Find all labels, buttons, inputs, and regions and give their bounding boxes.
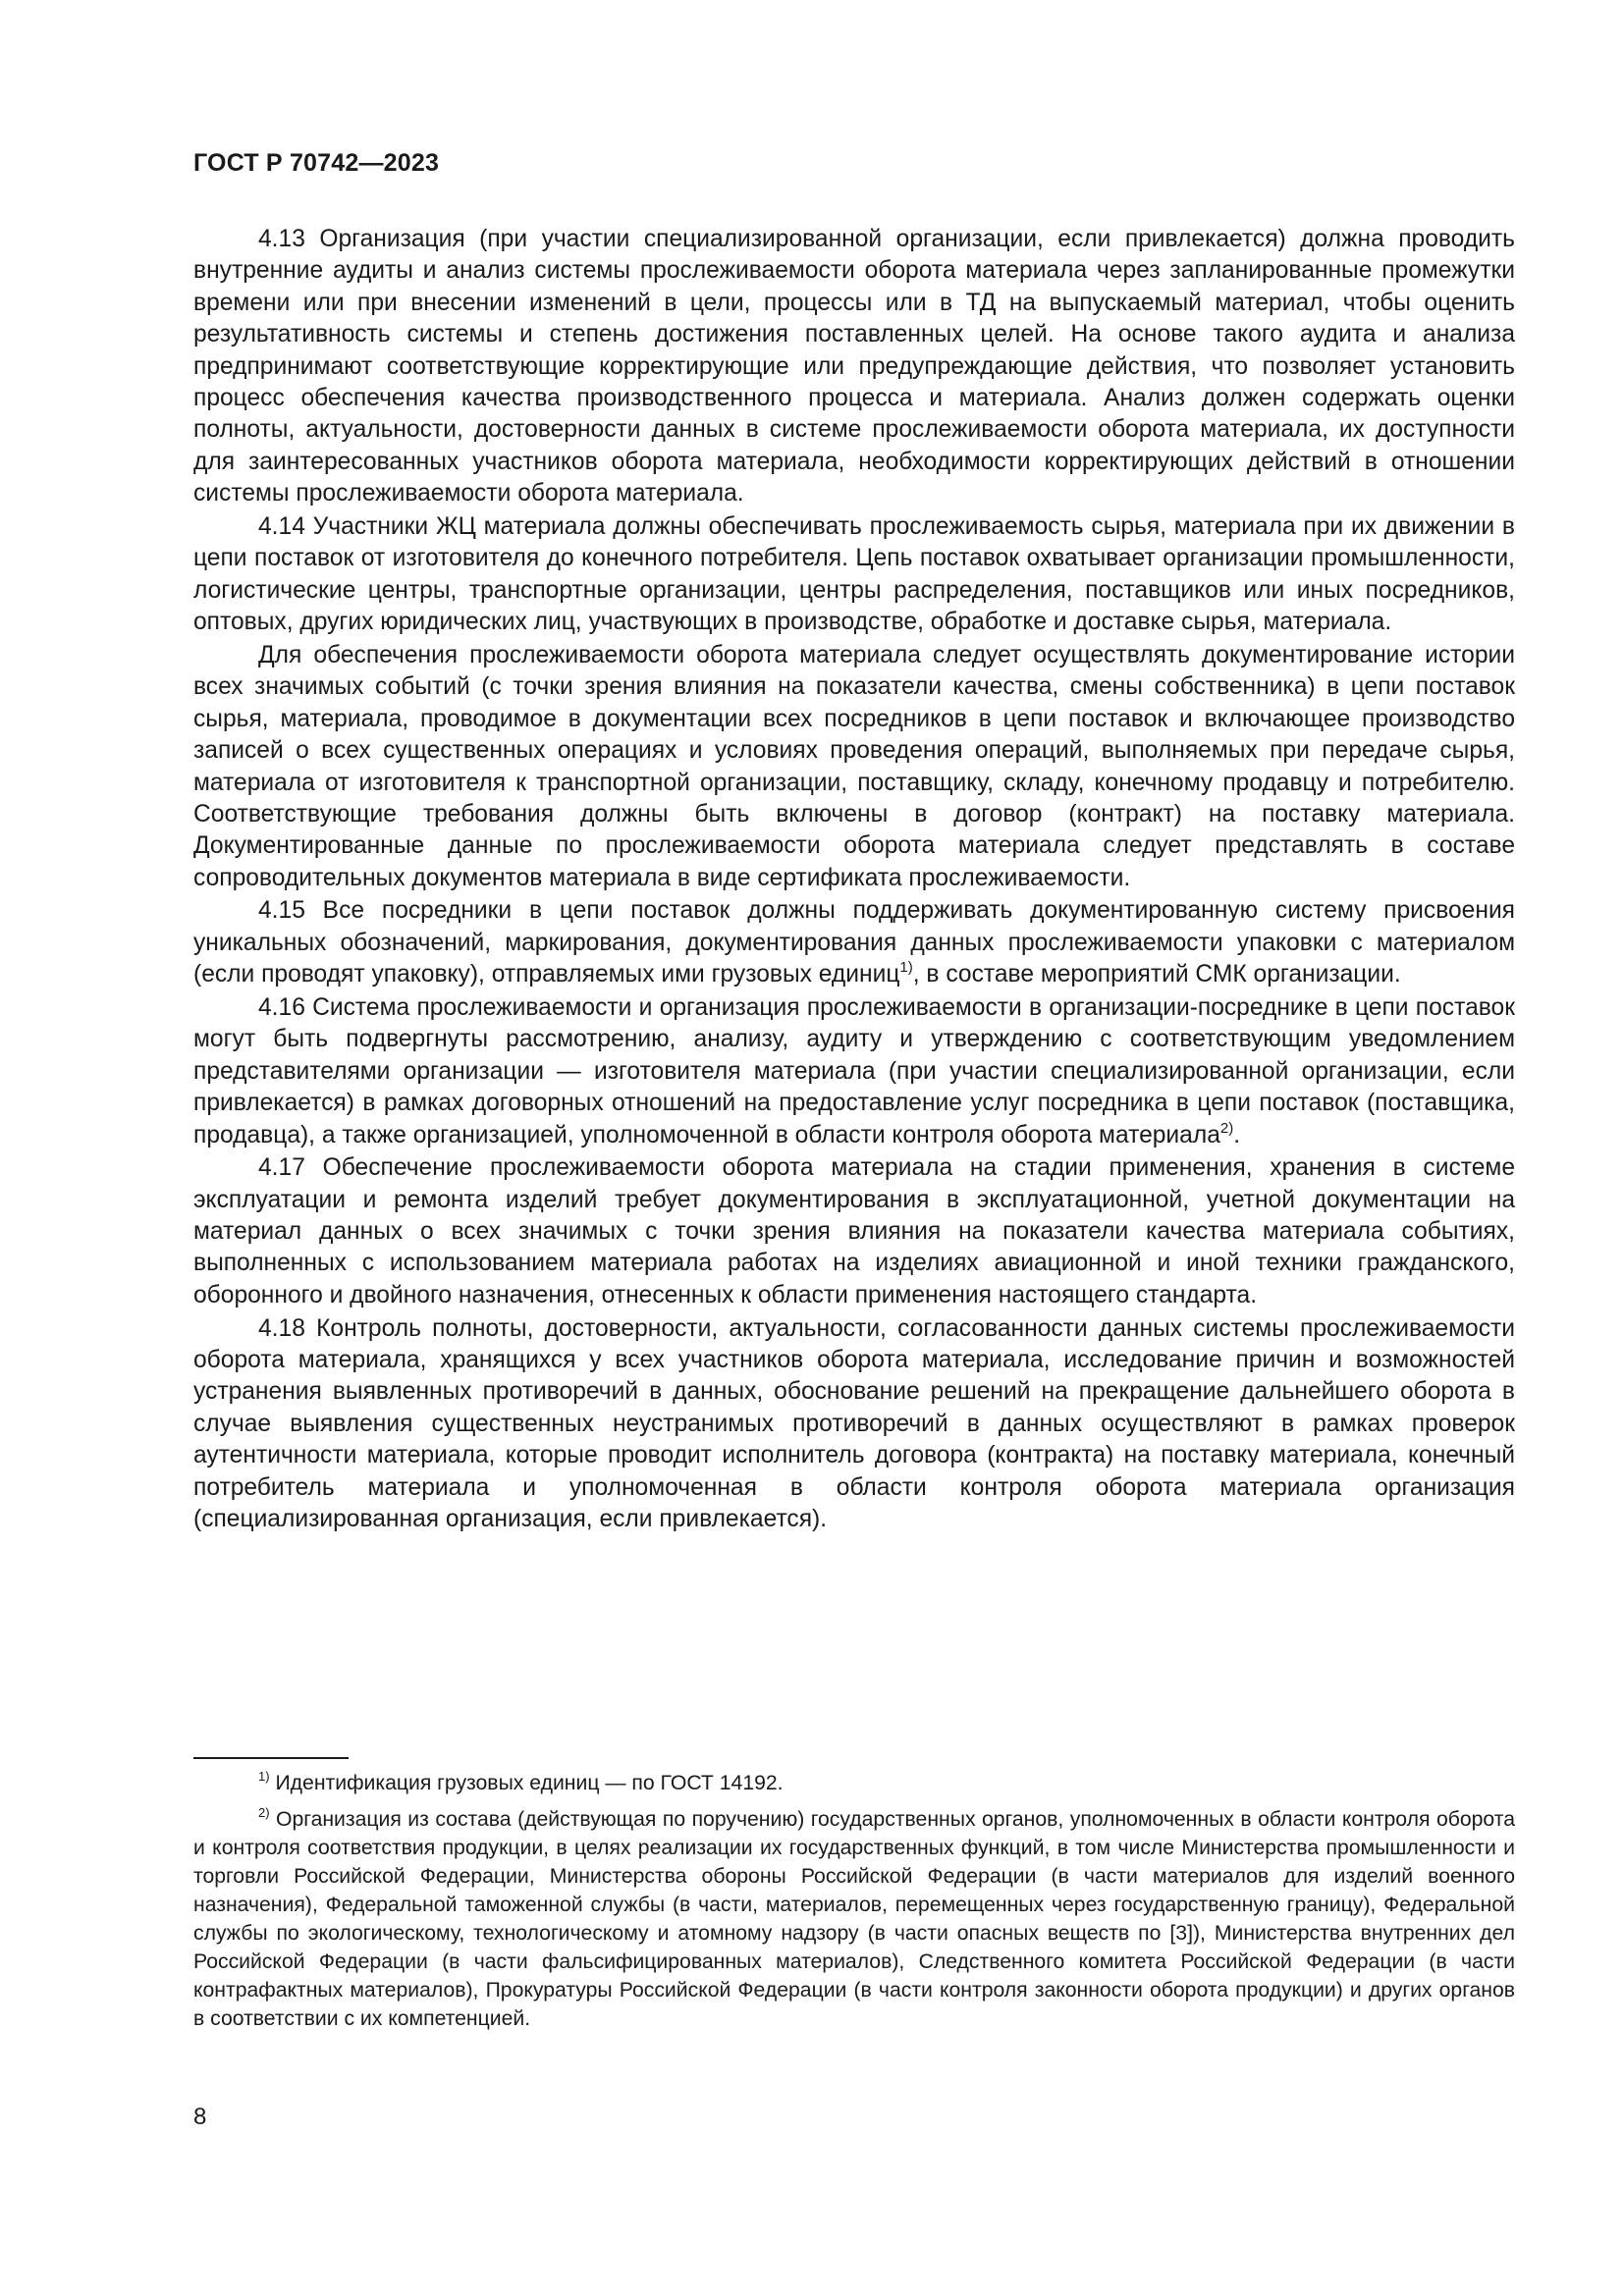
footnote-mark: 2) — [258, 1805, 270, 1820]
paragraph-4-18 — [193, 1313, 1515, 1536]
page-number: 8 — [193, 2104, 207, 2130]
paragraph-4-14 — [193, 511, 1515, 639]
paragraph-text-tail: . — [1233, 1121, 1241, 1148]
footnote-1 — [193, 1769, 1515, 1797]
footnote-reference-2[interactable]: 2) — [1219, 1119, 1234, 1137]
main-text — [193, 224, 1515, 1537]
paragraph-text: 4.14 Участники ЖЦ материала должны обеспечивать прослеживаемость сырья, материала при их движении в цепи поставок от изготовителя до конечного потребителя. Цепь поставок охватывает организации промышленности, логистические центры, транспортные организации, центры распределения, поставщиков или иных посредников, оптовых, других юридических лиц, участвующих в производстве, обработке и доставке сырья, материала. — [193, 512, 1515, 636]
paragraph-text: 4.18 Контроль полноты, достоверности, актуальности, согласованности данных системы прослеживаемости оборота материала, хранящихся у всех участников оборота материала, исследование причин и возможностей устранения выявленных противоречий в данных, обоснование решений на прекращение дальнейшего оборота в случае выявления существенных неустранимых противоречий в данных осуществляют в рамках проверок аутентичности материала, которые проводит исполнитель договора (контракта) на поставку материала, конечный потребитель материала и уполномоченная в области контроля оборота материала организация (специализированная организация, если привлекается). — [193, 1314, 1515, 1533]
standard-header: ГОСТ Р 70742—2023 — [193, 149, 440, 177]
footnotes-section — [193, 1769, 1515, 2041]
paragraph-4-16 — [193, 992, 1515, 1151]
footnote-mark: 1) — [258, 1769, 270, 1784]
paragraph-text: 4.13 Организация (при участии специализированной организации, если привлекается) должна проводить внутренние аудиты и анализ системы прослеживаемости оборота материала через запланированные промежутки времени или при внесении изменений в цели, процессы или в ТД на выпускаемый материал, чтобы оценить результативность системы и степень достижения поставленных целей. На основе такого аудита и анализа предпринимают соответствующие корректирующие или предупреждающие действия, что позволяет установить процесс обеспечения качества производственного процесса и материала. Анализ должен содержать оценки полноты, актуальности, достоверности данных в системе прослеживаемости оборота материала, их доступности для заинтересованных участников оборота материала, необходимости корректирующих действий в отношении системы прослеживаемости оборота материала. — [193, 226, 1515, 507]
paragraph-text-tail: , в составе мероприятий СМК организации. — [912, 961, 1401, 988]
paragraph-text: 4.17 Обеспечение прослеживаемости оборота материала на стадии применения, хранения в системе эксплуатации и ремонта изделий требует документирования в эксплуатационной, учетной документации на материал данных о всех значимых с точки зрения влияния на показатели качества материала событиях, выполненных с использованием материала работах на изделиях авиационной и иной техники гражданского, оборонного и двойного назначения, отнесенных к области применения настоящего стандарта. — [193, 1154, 1515, 1308]
paragraph-traceability-documentation — [193, 640, 1515, 894]
paragraph-text: Для обеспечения прослеживаемости оборота материала следует осуществлять документирование истории всех значимых событий (с точки зрения влияния на показатели качества, смены собственника) в цепи поставок сырья, материала, проводимое в документации всех посредников в цепи поставок и включающее производство записей о всех существенных операциях и условиях проведения операций, выполняемых при передаче сырья, материала от изготовителя к транспортной организации, поставщику, складу, конечному продавцу и потребителю. Соответствующие требования должны быть включены в договор (контракт) на поставку материала. Документированные данные по прослеживаемости оборота материала следует представлять в составе сопроводительных документов материала в виде сертификата прослеживаемости. — [193, 641, 1515, 891]
footnote-2 — [193, 1805, 1515, 2033]
paragraph-4-15 — [193, 895, 1515, 990]
footnote-reference-1[interactable]: 1) — [899, 959, 913, 977]
footnote-text: Идентификация грузовых единиц — по ГОСТ 14192. — [269, 1772, 784, 1794]
footnote-separator — [193, 1757, 349, 1759]
paragraph-text: 4.16 Система прослеживаемости и организация прослеживаемости в организации-посреднике в цепи поставок могут быть подвергнуты рассмотрению, анализу, аудиту и утверждению с соответствующим уведомлением представителями организации — изготовителя материала (при участии специализированной организации, если привлекается) в рамках договорных отношений на предоставление услуг посредника в цепи поставок (поставщика, продавца), а также организацией, уполномоченной в области контроля оборота материала — [193, 993, 1515, 1148]
paragraph-4-17 — [193, 1152, 1515, 1311]
footnote-text: Организация из состава (действующая по поручению) государственных органов, уполномоченных в области контроля оборота и контроля соответствия продукции, в целях реализации их государственных функций, в том числе Министерства промышленности и торговли Российской Федерации, Министерства обороны Российской Федерации (в части материалов для изделий военного назначения), Федеральной таможенной службы (в части, материалов, перемещенных через государственную границу), Федеральной службы по экологическому, технологическому и атомному надзору (в части опасных веществ по [3]), Министерства внутренних дел Российской Федерации (в части фальсифицированных материалов), Следственного комитета Российской Федерации (в части контрафактных материалов), Прокуратуры Российской Федерации (в части контроля законности оборота продукции) и других органов в соответствии с их компетенцией. — [193, 1808, 1515, 2030]
paragraph-4-13 — [193, 224, 1515, 510]
paragraph-text: 4.15 Все посредники в цепи поставок должны поддерживать документированную систему присвоения уникальных обозначений, маркирования, документирования данных прослеживаемости упаковки с материалом (если проводят упаковку), отправляемых ими грузовых единиц — [193, 897, 1515, 988]
